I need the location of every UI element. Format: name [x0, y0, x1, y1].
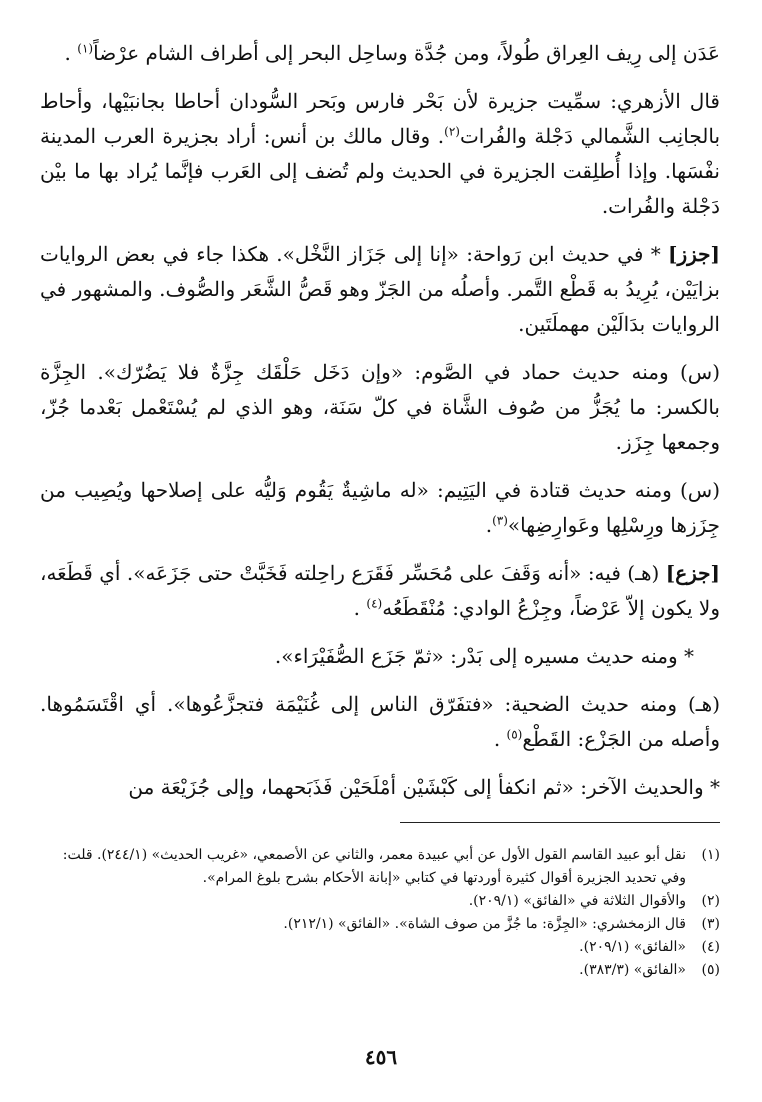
footnote-reference[interactable]: (١) [77, 41, 94, 56]
entry-paragraph: [جزز] * في حديث ابن رَواحة: «إنا إلى جَزَاز النَّخْل». هكذا جاء في بعض الروايات بزايَيْن، يُرِيدُ به قَطْع التَّمر. وأصلُه من الجَزّ وهو قَصُّ الشَّعَر والصُّوف. والمشهور في الروايات بدَالَيْن مهملَتَين. [40, 242, 720, 336]
page-number: ٤٥٦ [364, 1045, 398, 1069]
paragraph: (هـ) ومنه حديث الضحية: «فتفَرّق الناس إلى غُنَيْمَة فتجزَّعُوها». أي اقْتَسَمُوها. وأصله من الجَزْع: القَطْع$^{(٥)}$ . [40, 692, 720, 751]
footnote-number: (٣) [701, 916, 720, 932]
footnote-reference[interactable]: (٥) [506, 727, 523, 742]
footnote-number: (٤) [701, 939, 720, 955]
footnotes [40, 844, 720, 982]
footnote-text: «الفائق» (٢٠٩/١). [579, 939, 686, 955]
footnote-reference[interactable]: (٣) [492, 513, 508, 528]
paragraph: عَدَن إلى رِيف العِراق طُولاً، ومن جُدَّة وساحِل البحر إلى أطراف الشام عرْضاً$^{(١)}$ . [64, 41, 720, 65]
paragraph: * ومنه حديث مسيره إلى بَدْر: «ثمّ جَزَع الصُّفَيْرَاء». [274, 644, 694, 668]
footnote-text: والأقوال الثلاثة في «الفائق» (٢٠٩/١). [468, 893, 686, 909]
footnote [40, 959, 720, 982]
footnote-text: «الفائق» (٣٨٣/٣). [579, 962, 686, 978]
entry-heading: [جزع] [665, 561, 720, 585]
footnote [40, 936, 720, 959]
footnote [40, 890, 720, 913]
main-text [40, 36, 720, 805]
footnote-reference[interactable]: (٢) [444, 124, 460, 139]
paragraph: (س) ومنه حديث قتادة في اليَتِيم: «له ماشِيةٌ يَقُوم وَليُّه على إصلاحها ويُصِيب من جِزَزها ورِسْلِها وعَوارِضِها»$^{(٣)}$. [40, 478, 720, 537]
paragraph: * والحديث الآخر: «ثم انكفأ إلى كَبْشَيْن أمْلَحَيْن فَذَبَحهما، وإلى جُزَيْعَة من [128, 775, 720, 799]
footnote-text: نقل أبو عبيد القاسم القول الأول عن أبي عبيدة معمر، والثاني عن الأصمعي، «غريب الحديث» (٢٤٤/١). قلت: وفي تحديد الجزيرة أقوال كثيرة أوردتها في كتابي «إبانة الأحكام بشرح بلوغ المرام». [62, 847, 686, 886]
paragraph: (س) ومنه حديث حماد في الصَّوم: «وإن دَخَل حَلْقَك جِزَّةٌ فلا يَضُرّك». الجِزَّة بالكسر: ما يُجَزُّ من صُوف الشَّاة في كلّ سَنَة، وهو الذي لم يُسْتَعْمل بَعْدما جُزّ، وجمعها جِزَز. [40, 360, 720, 454]
footnote-divider [400, 822, 720, 823]
footnote [40, 844, 720, 890]
footnote-number: (٢) [701, 893, 720, 909]
entry-heading: [جزز] [668, 242, 720, 266]
footnote-number: (٥) [701, 962, 720, 978]
footnote-reference[interactable]: (٤) [366, 596, 383, 611]
footnote [40, 913, 720, 936]
paragraph: قال الأزهري: سمِّيت جزيرة لأن بَحْر فارس وبَحر السُّودان أحاطا بجانبَيْها، وأحاط بالجانِب الشَّمالي دَجْلة والفُرات$^{(٢)}$. وقال مالك بن أنس: أراد بجزيرة العرب المدينة نفْسَها. وإذا أُطلِقت الجزيرة في الحديث ولم تُضف إلى العَرب فإنَّما يُراد بها ما بيْن دَجْلة والفُرات. [40, 89, 721, 218]
entry-paragraph: [جزع] (هـ) فيه: «أنه وَقَفَ على مُحَسِّر فَقَرَع راحِلته فَخَبَّتْ حتى جَزَعَه». أي قَطَعَه، ولا يكون إلاّ عَرْضاً، وجِزْعُ الوادي: مُنْقَطَعُه$^{(٤)}$ . [40, 561, 720, 620]
footnote-text: قال الزمخشري: «الجِزَّة: ما جُزَّ من صوف الشاة». «الفائق» (٢١٢/١). [283, 916, 686, 932]
footnote-number: (١) [701, 847, 720, 863]
